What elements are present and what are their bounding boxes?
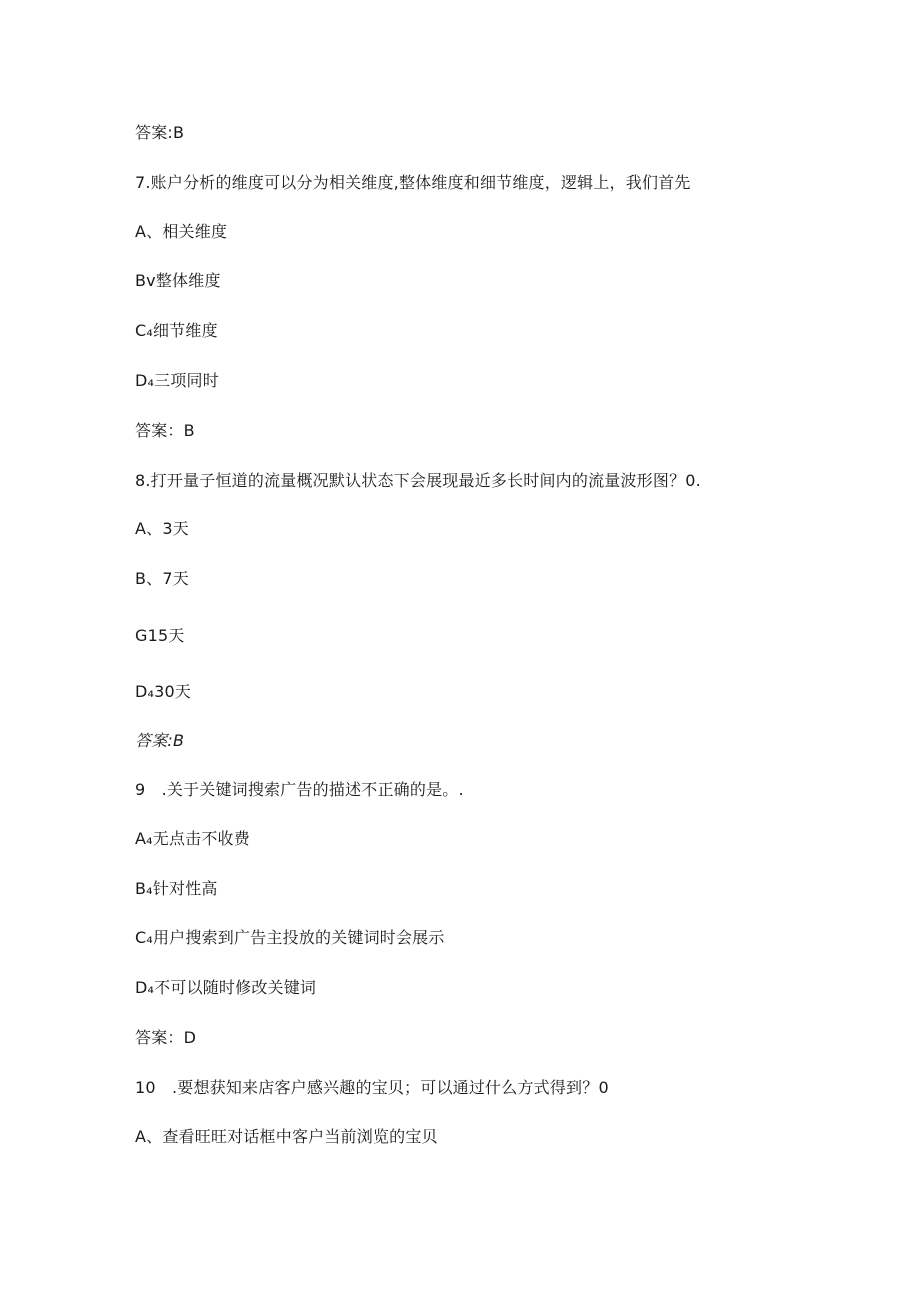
q8-option-b: B、7天 [135, 569, 189, 588]
q7-option-d: D₄三项同时 [135, 371, 219, 390]
answer-q7: 答案：B [135, 421, 195, 440]
q7-option-b: Bv整体维度 [135, 271, 221, 290]
question-8: 8.打开量子恒道的流量概况默认状态下会展现最近多长时间内的流量波形图？0. [135, 471, 701, 490]
q9-option-c: C₄用户搜索到广告主投放的关键词时会展示 [135, 928, 445, 947]
question-7: 7.账户分析的维度可以分为相关维度,整体维度和细节维度，逻辑上，我们首先 [135, 173, 691, 192]
q7-option-a: A、相关维度 [135, 222, 228, 241]
q7-option-c: C₄细节维度 [135, 321, 218, 340]
q8-option-a: A、3天 [135, 519, 189, 538]
answer-q8: 答案:B [135, 731, 185, 750]
question-9: 9 .关于关键词搜索广告的描述不正确的是。. [135, 780, 464, 799]
q10-option-a: A、查看旺旺对话框中客户当前浏览的宝贝 [135, 1127, 438, 1146]
answer-q9: 答案：D [135, 1028, 197, 1047]
q9-option-a: A₄无点击不收费 [135, 829, 250, 848]
q9-option-d: D₄不可以随时修改关键词 [135, 978, 317, 997]
answer-q6: 答案:B [135, 123, 185, 142]
q8-option-c: G15天 [135, 626, 185, 645]
question-10: 10 .要想获知来店客户感兴趣的宝贝；可以通过什么方式得到？0 [135, 1078, 609, 1097]
q9-option-b: B₄针对性高 [135, 879, 218, 898]
q8-option-d: D₄30天 [135, 682, 192, 701]
